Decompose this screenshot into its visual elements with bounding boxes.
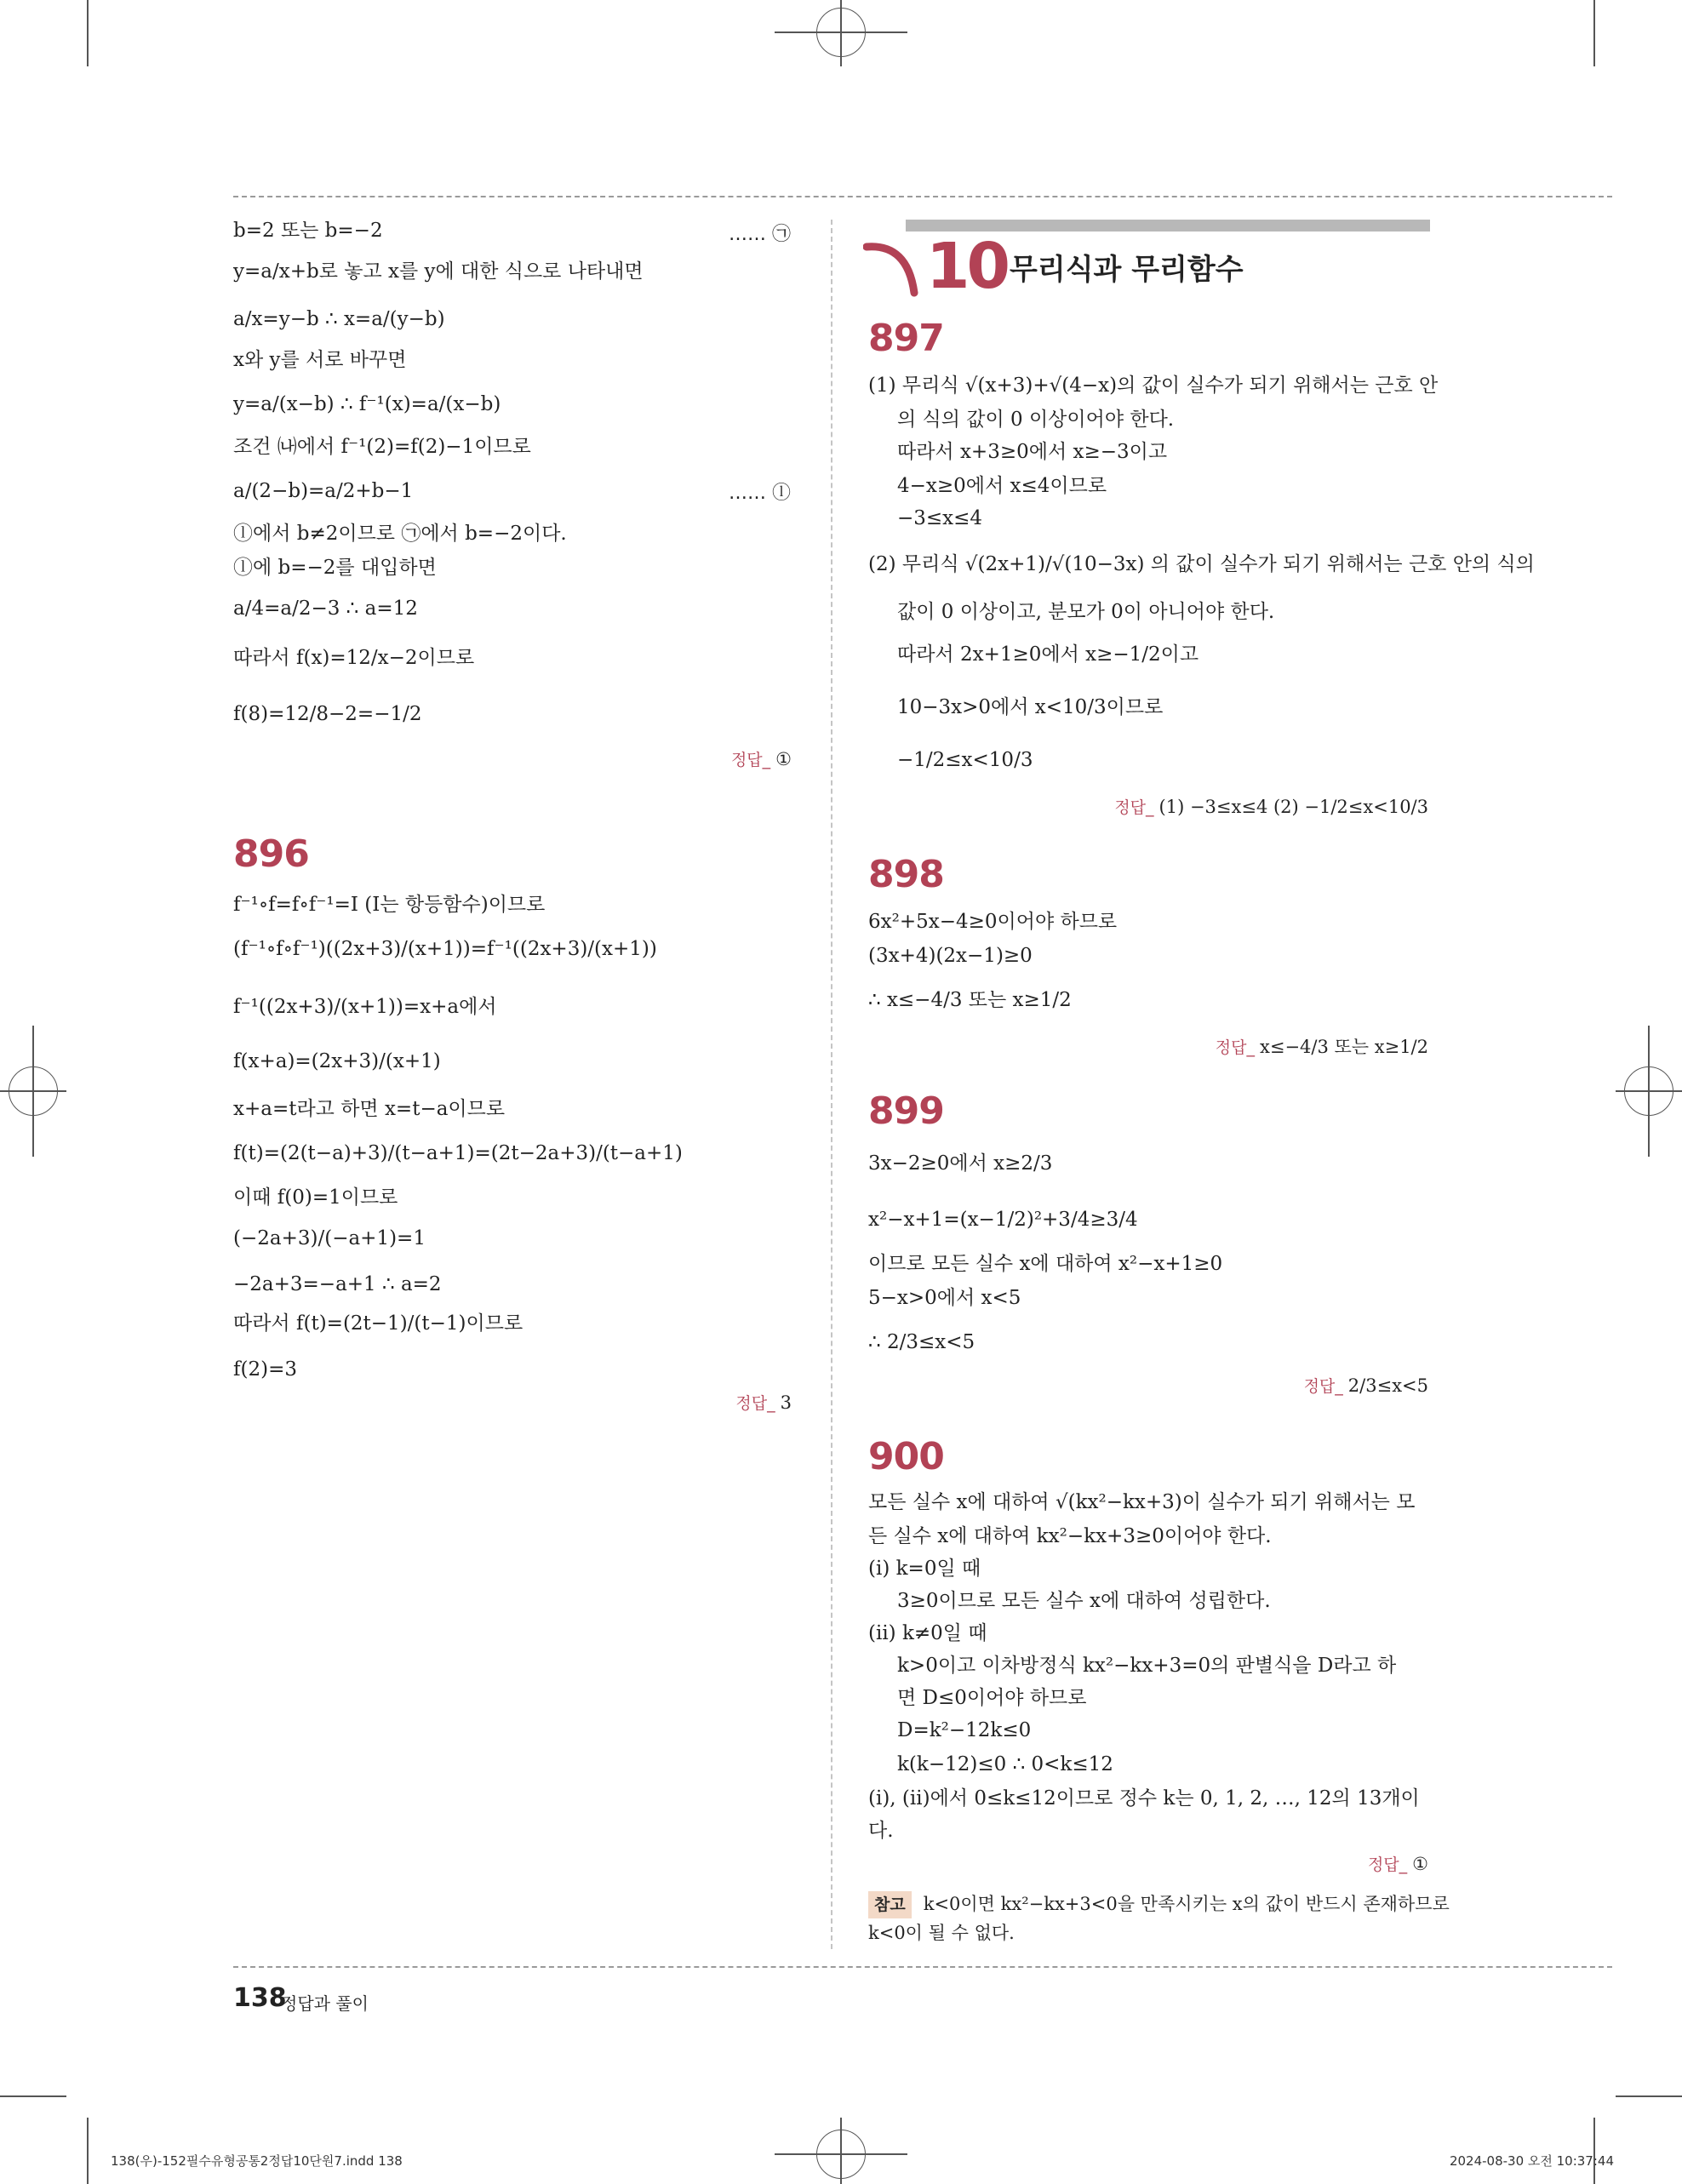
reference-mark: …… ⓛ xyxy=(729,483,791,504)
answer-label: 정답_ xyxy=(1215,1038,1255,1057)
solution-line: 따라서 f(t)=(2t−1)/(t−1)이므로 xyxy=(233,1312,523,1335)
solution-line: ∴ x≤−4/3 또는 x≥1/2 xyxy=(868,989,1072,1011)
solution-line: x와 y를 서로 바꾸면 xyxy=(233,349,407,371)
answer-label: 정답_ xyxy=(1367,1855,1408,1874)
answer-label: 정답_ xyxy=(735,1394,775,1413)
page-number: 138 xyxy=(233,1983,287,2013)
note xyxy=(868,1891,1450,1918)
problem-number: 900 xyxy=(868,1435,944,1478)
bottom-rule xyxy=(233,1966,1612,1968)
answer-label: 정답_ xyxy=(730,751,771,769)
solution-line: (1) 무리식 √(x+3)+√(4−x)의 값이 실수가 되기 위해서는 근호 안 xyxy=(868,374,1439,397)
solution-line: 따라서 2x+1≥0에서 x≥−1/2이고 xyxy=(897,643,1199,666)
solution-line: 든 실수 x에 대하여 kx²−kx+3≥0이어야 한다. xyxy=(868,1525,1272,1547)
note-tag: 참고 xyxy=(868,1891,912,1918)
registration-mark xyxy=(840,0,842,66)
answer xyxy=(1304,1374,1428,1397)
solution-line: 조건 ㈏에서 f⁻¹(2)=f(2)−1이므로 xyxy=(233,436,531,458)
note-line: k<0이면 kx²−kx+3<0을 만족시키는 x의 값이 반드시 존재하므로 xyxy=(923,1894,1450,1914)
answer-value: x≤−4/3 또는 x≥1/2 xyxy=(1260,1037,1428,1057)
crop-mark xyxy=(1593,2118,1595,2184)
solution-line: 따라서 x+3≥0에서 x≥−3이고 xyxy=(897,441,1168,463)
answer-value: ① xyxy=(1412,1854,1428,1874)
answer xyxy=(1368,1852,1428,1875)
solution-line: 면 D≤0이어야 하므로 xyxy=(897,1687,1087,1709)
note-line: k<0이 될 수 없다. xyxy=(868,1923,1015,1943)
solution-line: b=2 또는 b=−2 xyxy=(233,220,383,242)
solution-line: f⁻¹∘f=f∘f⁻¹=I (I는 항등함수)이므로 xyxy=(233,894,546,916)
answer-value: 3 xyxy=(780,1392,792,1413)
solution-line: x+a=t라고 하면 x=t−a이므로 xyxy=(233,1098,506,1120)
solution-line: 10−3x>0에서 x<10/3이므로 xyxy=(897,696,1164,718)
solution-line: (3x+4)(2x−1)≥0 xyxy=(868,945,1033,967)
solution-line: (ⅰ) k=0일 때 xyxy=(868,1558,981,1580)
solution-line: −2a+3=−a+1 ∴ a=2 xyxy=(233,1273,442,1295)
solution-line: D=k²−12k≤0 xyxy=(897,1719,1032,1741)
solution-line: −3≤x≤4 xyxy=(897,507,983,529)
solution-line: −1/2≤x<10/3 xyxy=(897,749,1033,771)
answer-value: (1) −3≤x≤4 (2) −1/2≤x<10/3 xyxy=(1159,797,1428,817)
solution-line: f⁻¹((2x+3)/(x+1))=x+a에서 xyxy=(233,996,497,1018)
column-separator xyxy=(831,220,832,1949)
registration-mark xyxy=(1648,1026,1650,1157)
solution-line: y=a/x+b로 놓고 x를 y에 대한 식으로 나타내면 xyxy=(233,260,644,283)
solution-line: 5−x>0에서 x<5 xyxy=(868,1287,1021,1309)
solution-line: ⓛ에서 b≠2이므로 ㉠에서 b=−2이다. xyxy=(233,523,567,545)
answer xyxy=(735,1391,792,1414)
answer-label: 정답_ xyxy=(1303,1377,1343,1396)
page-label: 정답과 풀이 xyxy=(281,1993,369,2014)
solution-line: (2) 무리식 √(2x+1)/√(10−3x) 의 값이 실수가 되기 위해서는 근호 안의 식의 xyxy=(868,553,1535,575)
answer xyxy=(731,747,792,770)
problem-number: 897 xyxy=(868,317,944,360)
solution-line: 모든 실수 x에 대하여 √(kx²−kx+3)이 실수가 되기 위해서는 모 xyxy=(868,1491,1416,1513)
solution-line: f(8)=12/8−2=−1/2 xyxy=(233,703,422,725)
solution-line: 6x²+5x−4≥0이어야 하므로 xyxy=(868,911,1118,933)
registration-mark xyxy=(840,2118,842,2184)
solution-line: (f⁻¹∘f∘f⁻¹)((2x+3)/(x+1))=f⁻¹((2x+3)/(x+1)) xyxy=(233,938,657,960)
chapter-title: 무리식과 무리함수 xyxy=(1010,253,1244,287)
reference-mark: …… ㉠ xyxy=(729,224,791,245)
solution-line: ⓛ에 b=−2를 대입하면 xyxy=(233,557,437,579)
solution-line: 4−x≥0에서 x≤4이므로 xyxy=(897,475,1107,497)
chapter-number: 10 xyxy=(926,230,1007,303)
crop-mark xyxy=(0,2095,66,2097)
solution-line: 3x−2≥0에서 x≥2/3 xyxy=(868,1152,1053,1175)
answer xyxy=(1216,1033,1428,1059)
problem-number: 899 xyxy=(868,1089,944,1133)
solution-line: (ⅰ), (ⅱ)에서 0≤k≤12이므로 정수 k는 0, 1, 2, …, 12의 13개이 xyxy=(868,1787,1420,1810)
chapter-hook-icon xyxy=(863,240,926,300)
solution-line: f(t)=(2(t−a)+3)/(t−a+1)=(2t−2a+3)/(t−a+1) xyxy=(233,1142,683,1164)
solution-line: 값이 0 이상이고, 분모가 0이 아니어야 한다. xyxy=(897,601,1275,623)
crop-mark xyxy=(1593,0,1595,66)
solution-line: x²−x+1=(x−1/2)²+3/4≥3/4 xyxy=(868,1209,1138,1231)
solution-line: a/(2−b)=a/2+b−1 xyxy=(233,480,414,502)
solution-line: 이때 f(0)=1이므로 xyxy=(233,1186,398,1209)
answer xyxy=(1114,795,1428,818)
solution-line: f(x+a)=(2x+3)/(x+1) xyxy=(233,1050,441,1072)
crop-mark xyxy=(1616,2095,1682,2097)
solution-line: k(k−12)≤0 ∴ 0<k≤12 xyxy=(897,1753,1113,1775)
solution-line: 3≥0이므로 모든 실수 x에 대하여 성립한다. xyxy=(897,1590,1271,1612)
registration-mark xyxy=(32,1026,34,1157)
print-timestamp: 2024-08-30 오전 10:37:44 xyxy=(1449,2153,1614,2169)
solution-line: k>0이고 이차방정식 kx²−kx+3=0의 판별식을 D라고 하 xyxy=(897,1655,1397,1677)
crop-mark xyxy=(87,2118,89,2184)
problem-number: 896 xyxy=(233,832,309,876)
top-rule xyxy=(233,196,1612,197)
solution-line: y=a/(x−b) ∴ f⁻¹(x)=a/(x−b) xyxy=(233,393,501,415)
solution-line: ∴ 2/3≤x<5 xyxy=(868,1331,975,1353)
solution-line: (−2a+3)/(−a+1)=1 xyxy=(233,1227,426,1249)
solution-line: (ⅱ) k≠0일 때 xyxy=(868,1622,987,1644)
solution-line: a/4=a/2−3 ∴ a=12 xyxy=(233,597,418,620)
problem-number: 898 xyxy=(868,853,944,896)
answer-label: 정답_ xyxy=(1114,798,1154,817)
answer-value: ① xyxy=(775,749,792,769)
solution-line: 따라서 f(x)=12/x−2이므로 xyxy=(233,647,475,669)
solution-line: 의 식의 값이 0 이상이어야 한다. xyxy=(897,409,1175,431)
solution-line: f(2)=3 xyxy=(233,1358,297,1381)
solution-line: a/x=y−b ∴ x=a/(y−b) xyxy=(233,308,445,330)
file-slug: 138(우)-152필수유형공통2정답10단원7.indd 138 xyxy=(111,2153,403,2169)
answer-value: 2/3≤x<5 xyxy=(1347,1375,1428,1396)
crop-mark xyxy=(87,0,89,66)
solution-line: 다. xyxy=(868,1820,894,1842)
solution-line: 이므로 모든 실수 x에 대하여 x²−x+1≥0 xyxy=(868,1253,1223,1275)
